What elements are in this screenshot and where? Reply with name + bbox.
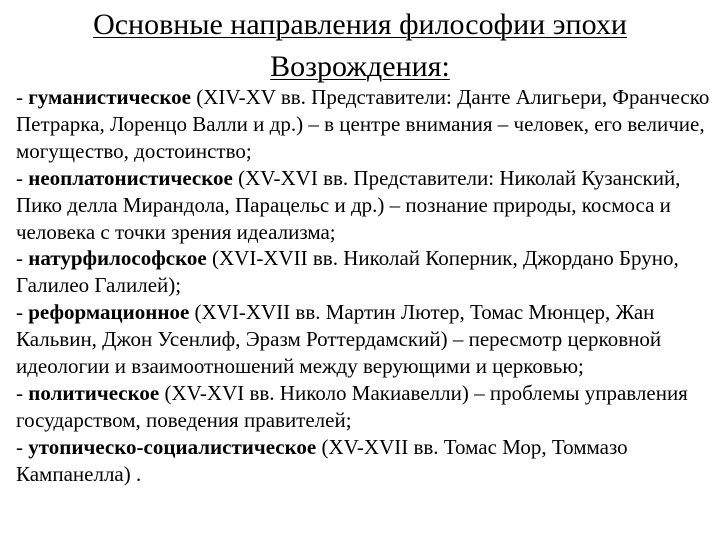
direction-name: неоплатонистическое xyxy=(28,165,233,190)
list-item: - неоплатонистическое (XV-XVI вв. Представители: Николай Кузанский, Пико делла Мирандола, Парацельс и др.) – познание природы, космоса и человека с точки зрения идеализма; xyxy=(16,165,681,244)
direction-description: (XIV-XV вв. Представители: Данте Алигьери, Франческо Петрарка, Лоренцо Валли и др.) – в центре внимания – человек, его величие, могущество, достоинство; xyxy=(16,85,710,163)
direction-description: (XV-XVII вв. Томас Мор, Томмазо Кампанелла) . xyxy=(16,434,628,486)
direction-name: политическое xyxy=(28,380,160,405)
direction-name: утопическо-социалистическое xyxy=(28,434,317,459)
page-title-line-2: Возрождения: xyxy=(270,50,450,83)
direction-description: (XV-XVI вв. Представители: Николай Кузанский, Пико делла Мирандола, Парацельс и др.) – познание природы, космоса и человека с точки зрения идеализма; xyxy=(16,165,681,244)
direction-name: реформационное xyxy=(28,300,190,325)
list-item: - натурфилософское (XVI-XVII вв. Николай Коперник, Джордано Бруно, Галилео Галилей); xyxy=(16,246,679,298)
direction-description: (XVI-XVII вв. Николай Коперник, Джордано Бруно, Галилео Галилей); xyxy=(16,246,679,298)
direction-name: натурфилософское xyxy=(28,246,207,271)
directions-list xyxy=(16,84,712,488)
list-item: - гуманистическое (XIV-XV вв. Представители: Данте Алигьери, Франческо Петрарка, Лоренцо Валли и др.) – в центре внимания – человек, его величие, могущество, достоинство; xyxy=(16,85,710,163)
direction-description: (XV-XVI вв. Николо Макиавелли) – проблемы управления государством, поведения правителей; xyxy=(16,380,688,432)
page-title xyxy=(0,4,720,88)
list-item: - утопическо-социалистическое (XV-XVII вв. Томас Мор, Томмазо Кампанелла) . xyxy=(16,434,628,486)
list-item: - реформационное (XVI-XVII вв. Мартин Лютер, Томас Мюнцер, Жан Кальвин, Джон Усенлиф, Эразм Роттердамский) – пересмотр церковной идеологии и взаимоотношений между верующими и церковью; xyxy=(16,300,662,379)
list-item: - политическое (XV-XVI вв. Николо Макиавелли) – проблемы управления государством, поведения правителей; xyxy=(16,380,688,432)
page-title-line-1: Основные направления философии эпохи xyxy=(93,8,627,41)
direction-name: гуманистическое xyxy=(28,85,191,109)
direction-description: (XVI-XVII вв. Мартин Лютер, Томас Мюнцер, Жан Кальвин, Джон Усенлиф, Эразм Роттердамский) – пересмотр церковной идеологии и взаимоотношений между верующими и церковью; xyxy=(16,300,662,379)
